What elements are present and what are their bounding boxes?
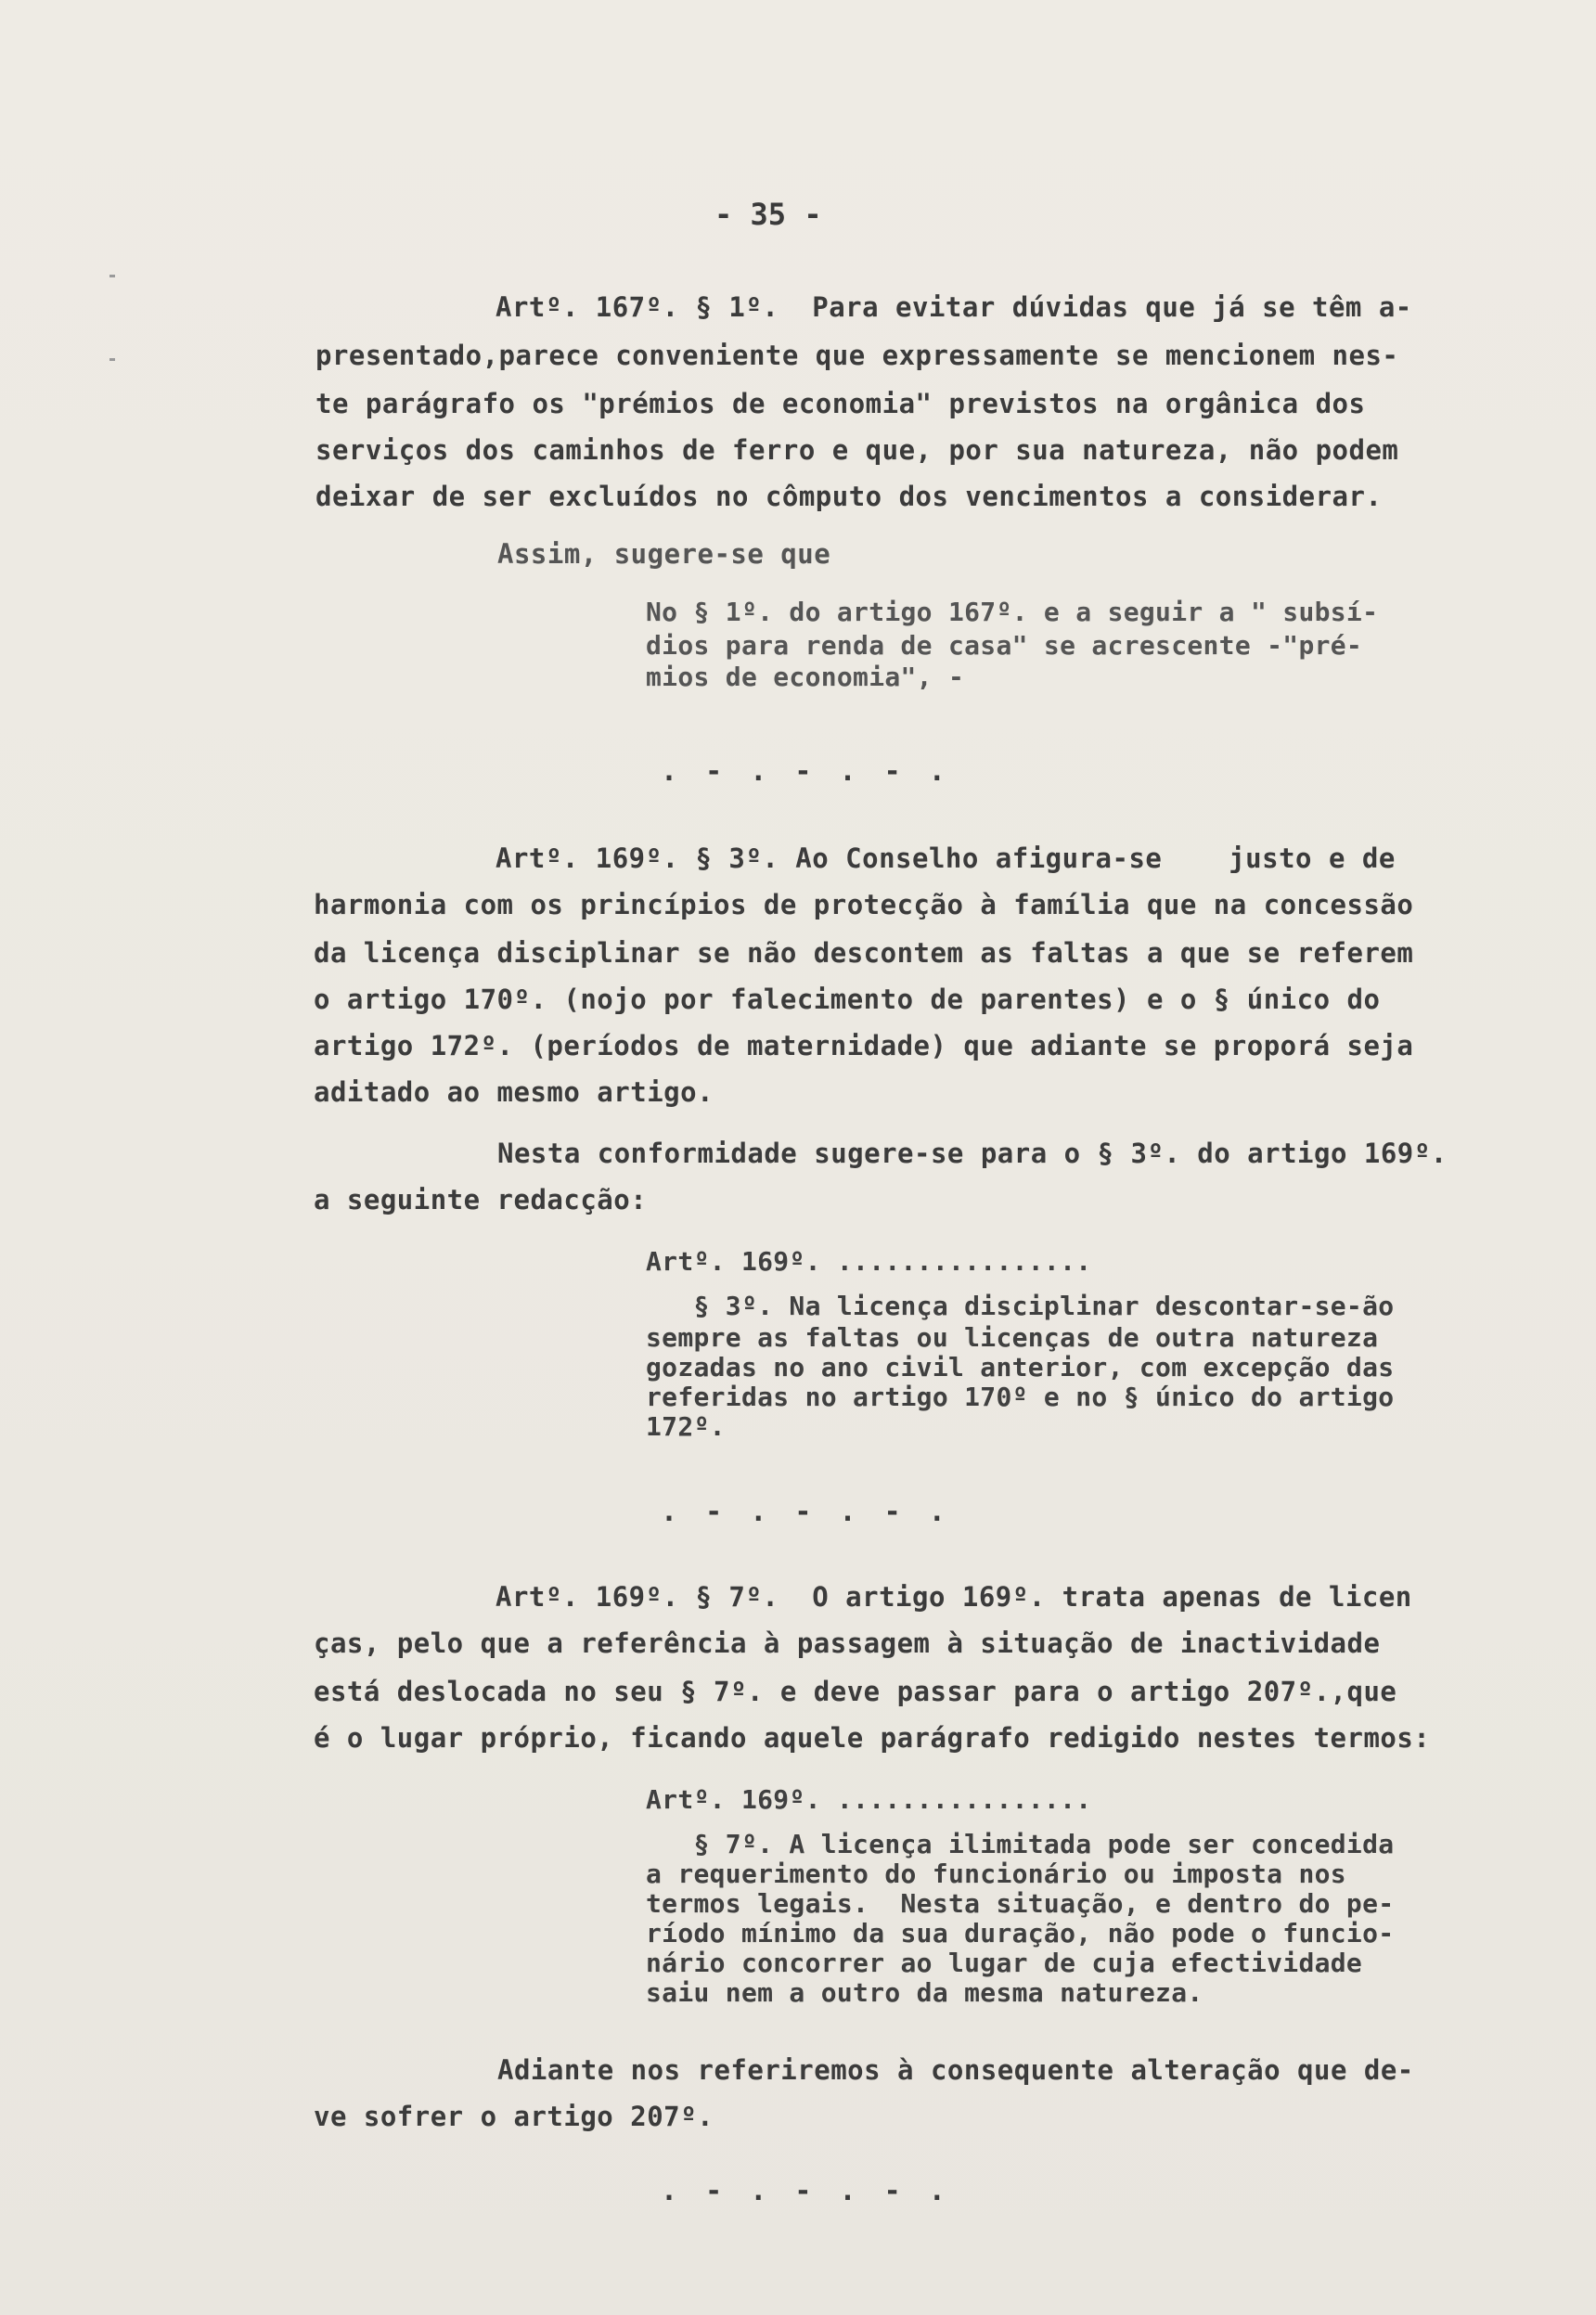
s2-line-4: o artigo 170º. (nojo por falecimento de parentes) e o § único do	[314, 984, 1381, 1015]
s2-line-5: artigo 172º. (períodos de maternidade) que adiante se proporá seja	[314, 1030, 1414, 1061]
s3-closing-2: ve sofrer o artigo 207º.	[314, 2101, 714, 2132]
s2-line-6: aditado ao mesmo artigo.	[314, 1076, 714, 1108]
s1-suggestion: Assim, sugere-se que	[497, 538, 831, 570]
s2-quote-2: sempre as faltas ou licenças de outra natureza	[646, 1322, 1379, 1353]
s1-quote-3: mios de economia", -	[646, 662, 965, 692]
s2-quote-1: § 3º. Na licença disciplinar descontar-se-ão	[646, 1291, 1395, 1321]
s1-line-5: deixar de ser excluídos no cômputo dos vencimentos a considerar.	[315, 481, 1383, 512]
s3-line-4: é o lugar próprio, ficando aquele parágrafo redigido nestes termos:	[314, 1722, 1431, 1754]
s1-quote-2: dios para renda de casa" se acrescente -"pré-	[646, 630, 1363, 661]
s2-quote-4: referidas no artigo 170º e no § único do artigo	[646, 1382, 1395, 1412]
s2-line-3: da licença disciplinar se não descontem as faltas a que se referem	[314, 937, 1414, 969]
s3-quote-6: saiu nem a outro da mesma natureza.	[646, 1977, 1203, 2008]
s1-line-3: te parágrafo os "prémios de economia" previstos na orgânica dos	[315, 388, 1366, 419]
s3-line-1: Artº. 169º. § 7º. O artigo 169º. trata apenas de licen	[496, 1581, 1412, 1613]
s2-quote-head: Artº. 169º. ................	[646, 1246, 1092, 1277]
s2-line-2: harmonia com os princípios de protecção à família que na concessão	[314, 889, 1414, 920]
s2-conformity-1: Nesta conformidade sugere-se para o § 3º. do artigo 169º.	[497, 1138, 1448, 1169]
s3-quote-1: § 7º. A licença ilimitada pode ser concedida	[646, 1829, 1395, 1859]
margin-mark	[109, 275, 115, 277]
s3-quote-head: Artº. 169º. ................	[646, 1784, 1092, 1815]
s2-conformity-2: a seguinte redacção:	[314, 1184, 648, 1215]
s2-quote-3: gozadas no ano civil anterior, com excepção das	[646, 1352, 1395, 1383]
s1-line-1: Artº. 167º. § 1º. Para evitar dúvidas que já se têm a-	[496, 291, 1412, 323]
margin-mark	[109, 358, 115, 361]
s3-quote-4: ríodo mínimo da sua duração, não pode o funcio-	[646, 1918, 1395, 1948]
s3-line-2: ças, pelo que a referência à passagem à situação de inactividade	[314, 1627, 1381, 1659]
separator-1: . - . - . - .	[661, 755, 951, 788]
s1-quote-1: No § 1º. do artigo 167º. e a seguir a " subsí-	[646, 597, 1379, 627]
s1-line-4: serviços dos caminhos de ferro e que, por sua natureza, não podem	[315, 434, 1399, 466]
separator-3: . - . - . - .	[661, 2175, 951, 2207]
s3-line-3: está deslocada no seu § 7º. e deve passar para o artigo 207º.,que	[314, 1676, 1397, 1707]
page-number: - 35 -	[714, 197, 822, 232]
s1-line-2: presentado,parece conveniente que expressamente se mencionem nes-	[315, 340, 1399, 371]
s2-line-1: Artº. 169º. § 3º. Ao Conselho afigura-se justo e de	[496, 842, 1396, 874]
s3-quote-3: termos legais. Nesta situação, e dentro do pe-	[646, 1888, 1395, 1919]
s2-quote-5: 172º.	[646, 1411, 726, 1442]
separator-2: . - . - . - .	[661, 1496, 951, 1528]
s3-closing-1: Adiante nos referiremos à consequente alteração que de-	[497, 2054, 1414, 2086]
s3-quote-2: a requerimento do funcionário ou imposta nos	[646, 1858, 1346, 1889]
s3-quote-5: nário concorrer ao lugar de cuja efectividade	[646, 1948, 1363, 1978]
